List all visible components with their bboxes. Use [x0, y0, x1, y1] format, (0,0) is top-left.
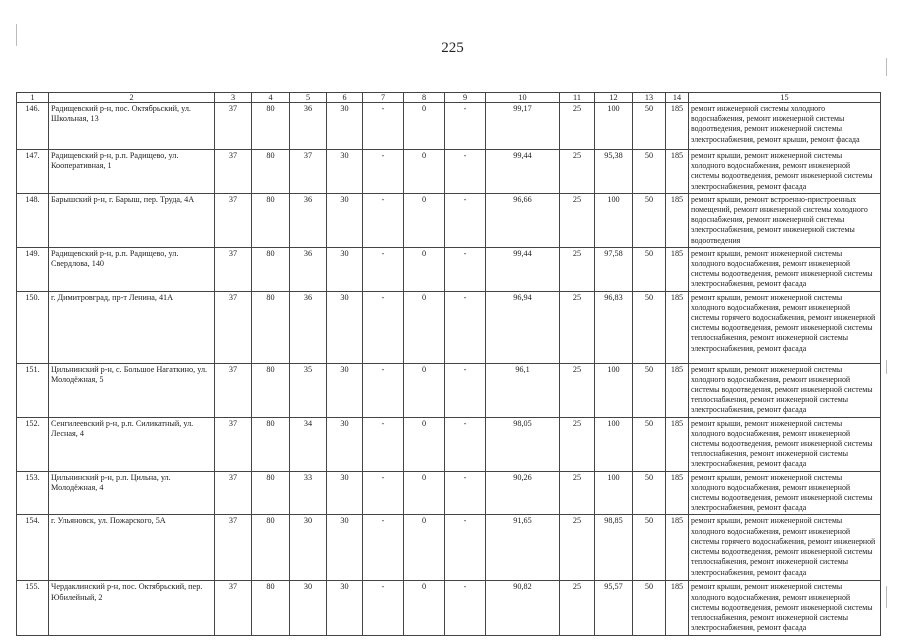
column-number: 6 — [327, 93, 363, 103]
value-cell: 185 — [666, 103, 689, 150]
value-cell: 50 — [633, 247, 666, 291]
value-cell: 25 — [560, 103, 595, 150]
value-cell: 33 — [290, 471, 327, 515]
value-cell: 36 — [290, 193, 327, 247]
value-cell: - — [445, 193, 486, 247]
value-cell: 185 — [666, 291, 689, 363]
value-cell: 36 — [290, 103, 327, 150]
value-cell: 98,05 — [486, 417, 560, 471]
works-cell: ремонт крыши, ремонт инженерной системы холодного водоснабжения, ремонт инженерной системы горячего водоснабжения, ремонт инженерной системы водоотведения, ремонт инженерной системы теплоснабжения, ремонт инженерной системы электроснабжения, ремонт фасада — [689, 291, 881, 363]
table-row — [17, 581, 881, 635]
value-cell: 37 — [215, 103, 252, 150]
value-cell: - — [445, 103, 486, 150]
value-cell: 36 — [290, 291, 327, 363]
works-cell: ремонт крыши, ремонт инженерной системы холодного водоснабжения, ремонт инженерной системы водоотведения, ремонт инженерной системы теплоснабжения, ремонт инженерной системы электроснабжения, ремонт фасада — [689, 581, 881, 635]
address-cell: Чердаклинский р-н, пос. Октябрьский, пер. Юбилейный, 2 — [49, 581, 215, 635]
value-cell: 185 — [666, 515, 689, 581]
value-cell: 25 — [560, 291, 595, 363]
value-cell: 25 — [560, 581, 595, 635]
value-cell: 80 — [252, 515, 290, 581]
value-cell: - — [445, 150, 486, 194]
address-cell: Сенгилеевский р-н, р.п. Силикатный, ул. Лесная, 4 — [49, 417, 215, 471]
value-cell: - — [363, 417, 404, 471]
value-cell: - — [363, 471, 404, 515]
value-cell: 30 — [290, 515, 327, 581]
value-cell: 91,65 — [486, 515, 560, 581]
value-cell: - — [445, 515, 486, 581]
row-number-cell: 147. — [17, 150, 49, 194]
value-cell: 96,1 — [486, 363, 560, 417]
value-cell: - — [445, 581, 486, 635]
value-cell: 100 — [595, 417, 633, 471]
address-cell: Цильнинский р-н, р.п. Цильна, ул. Молодёжная, 4 — [49, 471, 215, 515]
value-cell: 80 — [252, 150, 290, 194]
value-cell: 80 — [252, 247, 290, 291]
column-number: 1 — [17, 93, 49, 103]
row-number-cell: 152. — [17, 417, 49, 471]
table-row — [17, 515, 881, 581]
value-cell: 50 — [633, 291, 666, 363]
scan-edge-mark — [886, 586, 887, 608]
table-row — [17, 150, 881, 194]
value-cell: - — [363, 150, 404, 194]
address-cell: Радищевский р-н, р.п. Радищево, ул. Кооперативная, 1 — [49, 150, 215, 194]
value-cell: 50 — [633, 581, 666, 635]
value-cell: 0 — [404, 417, 445, 471]
works-cell: ремонт крыши, ремонт инженерной системы холодного водоснабжения, ремонт инженерной системы водоотведения, ремонт инженерной системы теплоснабжения, ремонт инженерной системы электроснабжения, ремонт фасада — [689, 417, 881, 471]
value-cell: 37 — [215, 363, 252, 417]
row-number-cell: 154. — [17, 515, 49, 581]
value-cell: 50 — [633, 150, 666, 194]
value-cell: 30 — [327, 471, 363, 515]
value-cell: 80 — [252, 291, 290, 363]
value-cell: 30 — [327, 515, 363, 581]
value-cell: 80 — [252, 363, 290, 417]
value-cell: 34 — [290, 417, 327, 471]
value-cell: 80 — [252, 193, 290, 247]
value-cell: 96,66 — [486, 193, 560, 247]
value-cell: - — [363, 103, 404, 150]
row-number-cell: 149. — [17, 247, 49, 291]
repair-program-table — [16, 92, 881, 636]
column-numbers-row — [17, 93, 881, 103]
value-cell: 0 — [404, 515, 445, 581]
row-number-cell: 148. — [17, 193, 49, 247]
table-row — [17, 291, 881, 363]
value-cell: 95,38 — [595, 150, 633, 194]
value-cell: 185 — [666, 581, 689, 635]
table-body — [17, 93, 881, 636]
address-cell: Радищевский р-н, пос. Октябрьский, ул. Школьная, 13 — [49, 103, 215, 150]
value-cell: 0 — [404, 193, 445, 247]
value-cell: - — [363, 193, 404, 247]
value-cell: - — [445, 363, 486, 417]
value-cell: 0 — [404, 291, 445, 363]
value-cell: 30 — [290, 581, 327, 635]
scan-edge-mark — [886, 360, 887, 374]
value-cell: 25 — [560, 193, 595, 247]
value-cell: 37 — [215, 581, 252, 635]
scan-edge-mark — [886, 58, 887, 76]
value-cell: 100 — [595, 363, 633, 417]
value-cell: 25 — [560, 150, 595, 194]
value-cell: 37 — [290, 150, 327, 194]
value-cell: 35 — [290, 363, 327, 417]
value-cell: 99,17 — [486, 103, 560, 150]
column-number: 14 — [666, 93, 689, 103]
value-cell: 96,83 — [595, 291, 633, 363]
value-cell: 50 — [633, 363, 666, 417]
column-number: 13 — [633, 93, 666, 103]
value-cell: 0 — [404, 103, 445, 150]
value-cell: 36 — [290, 247, 327, 291]
table-row — [17, 417, 881, 471]
page-number: 225 — [441, 40, 464, 56]
value-cell: 30 — [327, 291, 363, 363]
column-number: 2 — [49, 93, 215, 103]
value-cell: 50 — [633, 193, 666, 247]
value-cell: 90,26 — [486, 471, 560, 515]
value-cell: 30 — [327, 581, 363, 635]
table-row — [17, 247, 881, 291]
works-cell: ремонт инженерной системы холодного водоснабжения, ремонт инженерной системы водоотведения, ремонт инженерной системы электроснабжения, ремонт крыши, ремонт фасада — [689, 103, 881, 150]
value-cell: 100 — [595, 471, 633, 515]
value-cell: 0 — [404, 247, 445, 291]
value-cell: 80 — [252, 103, 290, 150]
value-cell: 100 — [595, 103, 633, 150]
column-number: 15 — [689, 93, 881, 103]
value-cell: 37 — [215, 193, 252, 247]
value-cell: 30 — [327, 103, 363, 150]
table-row — [17, 363, 881, 417]
value-cell: 37 — [215, 471, 252, 515]
value-cell: 98,85 — [595, 515, 633, 581]
value-cell: 37 — [215, 150, 252, 194]
value-cell: 30 — [327, 247, 363, 291]
value-cell: 25 — [560, 515, 595, 581]
value-cell: 0 — [404, 581, 445, 635]
address-cell: г. Ульяновск, ул. Пожарского, 5А — [49, 515, 215, 581]
value-cell: - — [363, 581, 404, 635]
column-number: 9 — [445, 93, 486, 103]
value-cell: 185 — [666, 193, 689, 247]
value-cell: - — [445, 291, 486, 363]
table-row — [17, 193, 881, 247]
value-cell: 95,57 — [595, 581, 633, 635]
value-cell: 30 — [327, 417, 363, 471]
column-number: 10 — [486, 93, 560, 103]
column-number: 4 — [252, 93, 290, 103]
value-cell: 80 — [252, 471, 290, 515]
value-cell: 185 — [666, 363, 689, 417]
value-cell: 37 — [215, 291, 252, 363]
table-row — [17, 103, 881, 150]
value-cell: 80 — [252, 581, 290, 635]
address-cell: Радищевский р-н, р.п. Радищево, ул. Свердлова, 140 — [49, 247, 215, 291]
value-cell: 37 — [215, 247, 252, 291]
value-cell: 25 — [560, 417, 595, 471]
column-number: 8 — [404, 93, 445, 103]
column-number: 12 — [595, 93, 633, 103]
value-cell: 50 — [633, 515, 666, 581]
value-cell: 25 — [560, 363, 595, 417]
value-cell: - — [363, 363, 404, 417]
value-cell: 30 — [327, 193, 363, 247]
value-cell: 185 — [666, 247, 689, 291]
works-cell: ремонт крыши, ремонт инженерной системы холодного водоснабжения, ремонт инженерной системы водоотведения, ремонт инженерной системы электроснабжения, ремонт фасада — [689, 471, 881, 515]
works-cell: ремонт крыши, ремонт инженерной системы холодного водоснабжения, ремонт инженерной системы горячего водоснабжения, ремонт инженерной системы водоотведения, ремонт инженерной системы теплоснабжения, ремонт инженерной системы электроснабжения, ремонт фасада — [689, 515, 881, 581]
value-cell: 99,44 — [486, 247, 560, 291]
works-cell: ремонт крыши, ремонт инженерной системы холодного водоснабжения, ремонт инженерной системы водоотведения, ремонт инженерной системы теплоснабжения, ремонт инженерной системы электроснабжения, ремонт фасада — [689, 363, 881, 417]
row-number-cell: 150. — [17, 291, 49, 363]
value-cell: 185 — [666, 471, 689, 515]
value-cell: - — [445, 247, 486, 291]
row-number-cell: 146. — [17, 103, 49, 150]
value-cell: 37 — [215, 417, 252, 471]
row-number-cell: 151. — [17, 363, 49, 417]
value-cell: 100 — [595, 193, 633, 247]
value-cell: - — [363, 247, 404, 291]
works-cell: ремонт крыши, ремонт инженерной системы холодного водоснабжения, ремонт инженерной системы водоотведения, ремонт инженерной системы электроснабжения, ремонт фасада — [689, 247, 881, 291]
works-cell: ремонт крыши, ремонт инженерной системы холодного водоснабжения, ремонт инженерной системы водоотведения, ремонт инженерной системы электроснабжения, ремонт фасада — [689, 150, 881, 194]
value-cell: 90,82 — [486, 581, 560, 635]
address-cell: г. Димитровград, пр-т Ленина, 41А — [49, 291, 215, 363]
column-number: 11 — [560, 93, 595, 103]
value-cell: 0 — [404, 363, 445, 417]
row-number-cell: 153. — [17, 471, 49, 515]
table-row — [17, 471, 881, 515]
value-cell: 37 — [215, 515, 252, 581]
value-cell: - — [445, 471, 486, 515]
column-number: 3 — [215, 93, 252, 103]
value-cell: - — [445, 417, 486, 471]
value-cell: 185 — [666, 417, 689, 471]
value-cell: 0 — [404, 471, 445, 515]
value-cell: 99,44 — [486, 150, 560, 194]
value-cell: 96,94 — [486, 291, 560, 363]
address-cell: Барышский р-н, г. Барыш, пер. Труда, 4А — [49, 193, 215, 247]
value-cell: 80 — [252, 417, 290, 471]
value-cell: 0 — [404, 150, 445, 194]
value-cell: 30 — [327, 150, 363, 194]
row-number-cell: 155. — [17, 581, 49, 635]
value-cell: 97,58 — [595, 247, 633, 291]
value-cell: 50 — [633, 471, 666, 515]
column-number: 5 — [290, 93, 327, 103]
column-number: 7 — [363, 93, 404, 103]
value-cell: 30 — [327, 363, 363, 417]
value-cell: - — [363, 515, 404, 581]
value-cell: 50 — [633, 103, 666, 150]
value-cell: 185 — [666, 150, 689, 194]
works-cell: ремонт крыши, ремонт встроенно-пристроенных помещений, ремонт инженерной системы холодного водоснабжения, ремонт инженерной системы электроснабжения, ремонт инженерной системы водоотведения — [689, 193, 881, 247]
value-cell: 50 — [633, 417, 666, 471]
value-cell: - — [363, 291, 404, 363]
value-cell: 25 — [560, 471, 595, 515]
address-cell: Цильнинский р-н, с. Большое Нагаткино, ул. Молодёжная, 5 — [49, 363, 215, 417]
value-cell: 25 — [560, 247, 595, 291]
